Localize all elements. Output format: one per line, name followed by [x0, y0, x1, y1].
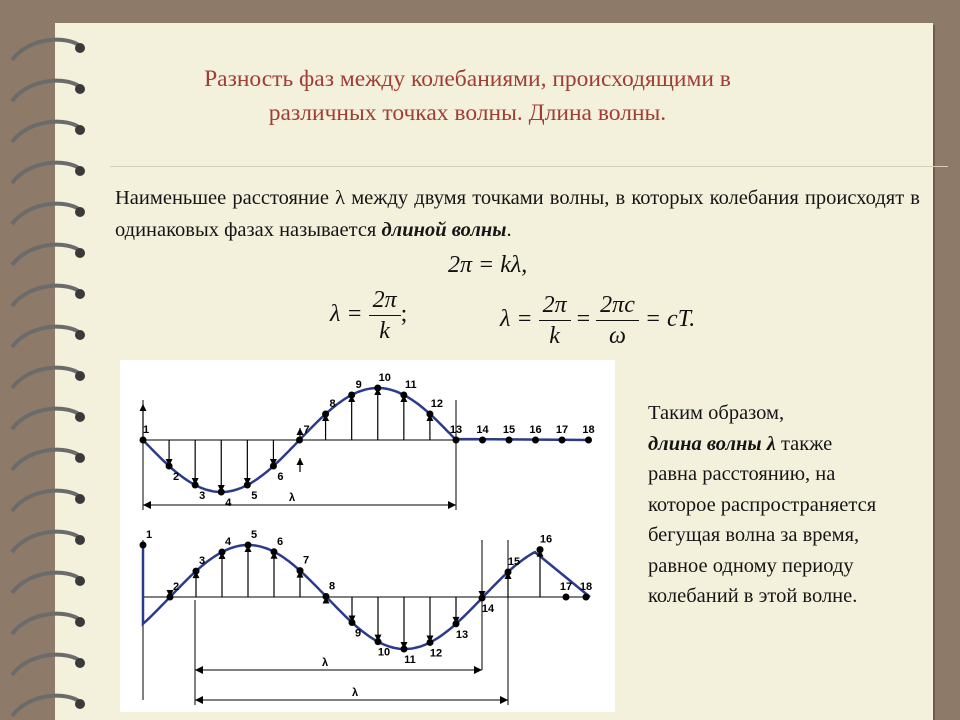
wave1-point [559, 437, 566, 444]
binding-hole [75, 207, 85, 217]
wave1-point [348, 391, 355, 398]
wave1-arrow-1-head [140, 404, 147, 411]
binding-hole [75, 84, 85, 94]
wave2-point-label: 6 [276, 535, 284, 548]
f3-numerator-2: 2πc [596, 290, 639, 321]
wave2-point [427, 639, 434, 646]
definition-paragraph [115, 182, 920, 246]
binding-hole [75, 330, 85, 340]
wave1-point [192, 482, 199, 489]
f2-end: ; [400, 301, 408, 328]
f2-left: λ = [330, 301, 363, 328]
wave2-point [537, 546, 544, 553]
wave1-point-label: 12 [430, 398, 444, 410]
conclusion-text [648, 398, 888, 612]
wave2-point [219, 549, 226, 556]
binding-ring [12, 327, 80, 347]
conclusion-rest: равна расстоянию, на которое распространяется бегущая волна за время, равное одному периоду колебаний в этой волне. [648, 463, 877, 607]
wave2-point-label: 11 [404, 653, 416, 666]
wave2-point [401, 645, 408, 652]
f3-fraction-2 [596, 290, 639, 351]
binding-ring [12, 573, 80, 593]
wave2-point-label: 5 [250, 529, 258, 542]
wave1-point-label: 16 [529, 424, 542, 436]
wave2-point [349, 619, 356, 626]
definition-end: . [506, 219, 512, 241]
binding-ring [12, 163, 80, 183]
conclusion-line-2 [648, 429, 888, 460]
wave1-point [218, 489, 225, 496]
wave1-point-label: 1 [142, 424, 150, 436]
wave2-lambda-arrow-left [195, 666, 203, 674]
binding-ring [12, 122, 80, 142]
f3-equals: = [576, 306, 591, 333]
formula-lambda-k [330, 285, 407, 346]
binding-hole [75, 494, 85, 504]
wave2-point-label: 15 [507, 555, 521, 568]
wave1-lambda-arrow-right [448, 501, 456, 509]
wave2-point [297, 567, 304, 574]
binding-hole [75, 166, 85, 176]
wave2-point-label: 16 [539, 533, 553, 546]
wave2-lambda-arrow-right [474, 666, 482, 674]
binding-ring [12, 40, 80, 60]
title-line-2: различных точках волны. Длина волны. [268, 100, 667, 126]
wave1-point-label: 14 [476, 424, 489, 436]
wave1-arrow-7-up-head [297, 428, 304, 435]
binding-ring [12, 245, 80, 265]
wave1-point-label: 17 [555, 424, 569, 436]
wave2-point [140, 542, 147, 549]
title-divider [110, 166, 948, 167]
wave1-point [374, 385, 381, 392]
f3-numerator-1: 2π [539, 290, 571, 321]
wave-diagram-svg [120, 360, 615, 712]
binding-ring [12, 368, 80, 388]
wave2-point-label: 17 [559, 581, 573, 593]
wave2-point [167, 594, 174, 601]
wave2-point-label: 18 [579, 581, 593, 593]
wave2-lambda2-arrow-right [500, 696, 508, 704]
binding-hole [75, 125, 85, 135]
wave2-point-label: 7 [302, 554, 310, 567]
wave2-point-label: 10 [377, 646, 391, 659]
wave2-point [323, 593, 330, 600]
wave1-point-label: 10 [378, 372, 391, 384]
wave1-point [400, 391, 407, 398]
wave1-point [506, 437, 513, 444]
binding-ring [12, 450, 80, 470]
title-line-1: Разность фаз между колебаниями, происходящими в [204, 66, 731, 92]
wave1-point-label: 9 [355, 378, 362, 391]
wave2-point-label: 9 [354, 627, 362, 640]
f3-denominator-1: k [549, 323, 560, 349]
wave2-point-label: 3 [198, 555, 206, 568]
wave1-point [166, 463, 173, 470]
wave2-point-label: 12 [429, 647, 443, 660]
binding-ring [12, 81, 80, 101]
slide-title [105, 62, 830, 130]
wave2-point [479, 595, 486, 602]
f2-fraction [369, 285, 401, 346]
formula-lambda-ct [500, 290, 695, 351]
binding-ring [12, 204, 80, 224]
binding-ring [12, 409, 80, 429]
wave2-point [505, 568, 512, 575]
wave1-point [585, 437, 592, 444]
binding-hole [75, 453, 85, 463]
spiral-binding [0, 0, 110, 720]
wave1-point-label: 4 [225, 497, 232, 509]
binding-hole [75, 248, 85, 258]
wave2-point-label: 2 [172, 581, 180, 593]
wave2-point [245, 542, 252, 549]
formula-phase: 2π = kλ, [448, 252, 528, 278]
wave1-point-label: 15 [502, 424, 516, 436]
wave1-point-label: 18 [582, 424, 595, 436]
wave2-point-label: 14 [481, 603, 495, 616]
binding-hole [75, 43, 85, 53]
binding-hole [75, 371, 85, 381]
binding-hole [75, 699, 85, 709]
wave1-point-label: 11 [405, 378, 417, 391]
binding-hole [75, 617, 85, 627]
wave1-point-label: 13 [449, 424, 463, 436]
wave2-point [583, 594, 590, 601]
wave2-point [271, 548, 278, 555]
wave1-point [244, 482, 251, 489]
binding-ring [12, 286, 80, 306]
binding-ring [12, 614, 80, 634]
wave2-lambda-label-2: λ [351, 687, 359, 699]
wave1-point [453, 437, 460, 444]
wave-diagram [120, 360, 615, 712]
binding-hole [75, 658, 85, 668]
wavelength-term: длиной волны [381, 219, 507, 241]
wave1-point-label: 5 [251, 490, 258, 503]
wave1-point-label: 8 [329, 398, 336, 410]
f2-numerator: 2π [369, 285, 401, 316]
definition-text: Наименьшее расстояние λ между двумя точками волны, в которых колебания происходят в одинаковых фазах называется [115, 187, 920, 241]
binding-hole [75, 289, 85, 299]
wave2-point [375, 638, 382, 645]
wavelength-term-side: длина волны λ [648, 432, 776, 455]
f3-fraction-1 [539, 290, 571, 351]
wave2-lambda-label: λ [321, 657, 329, 669]
wave2-point-label: 1 [145, 529, 153, 541]
wave2-point [193, 568, 200, 575]
binding-hole [75, 535, 85, 545]
wave1-point [426, 411, 433, 418]
wave1-point-label: 3 [199, 490, 206, 503]
binding-ring [12, 655, 80, 675]
f2-denominator: k [379, 318, 390, 344]
binding-ring [12, 696, 80, 716]
f3-end: = cT. [644, 306, 696, 333]
wave1-point [322, 411, 329, 418]
wave2-point [563, 594, 570, 601]
wave2-point-label: 4 [224, 536, 232, 549]
conclusion-line-2-rest: также [775, 432, 833, 455]
binding-hole [75, 576, 85, 586]
wave1-point-label: 6 [277, 471, 284, 483]
wave1-point [532, 437, 539, 444]
wave2-point-label: 8 [328, 580, 336, 593]
binding-ring [12, 532, 80, 552]
wave1-point [270, 463, 277, 470]
wave1-lambda-label: λ [288, 492, 296, 504]
wave2-point-label: 13 [455, 628, 469, 641]
f3-denominator-2: ω [609, 323, 626, 349]
wave1-point-label: 7 [303, 424, 310, 436]
wave1-point-label: 2 [173, 471, 180, 483]
wave1-arrow-6-head [297, 458, 304, 465]
conclusion-line-1: Таким образом, [648, 402, 785, 424]
wave1-lambda-arrow-left [143, 501, 151, 509]
binding-ring [12, 491, 80, 511]
wave2-lambda2-arrow-left [195, 696, 203, 704]
wave1-point [479, 437, 486, 444]
f3-left: λ = [500, 306, 533, 333]
wave2-point [453, 620, 460, 627]
binding-hole [75, 412, 85, 422]
